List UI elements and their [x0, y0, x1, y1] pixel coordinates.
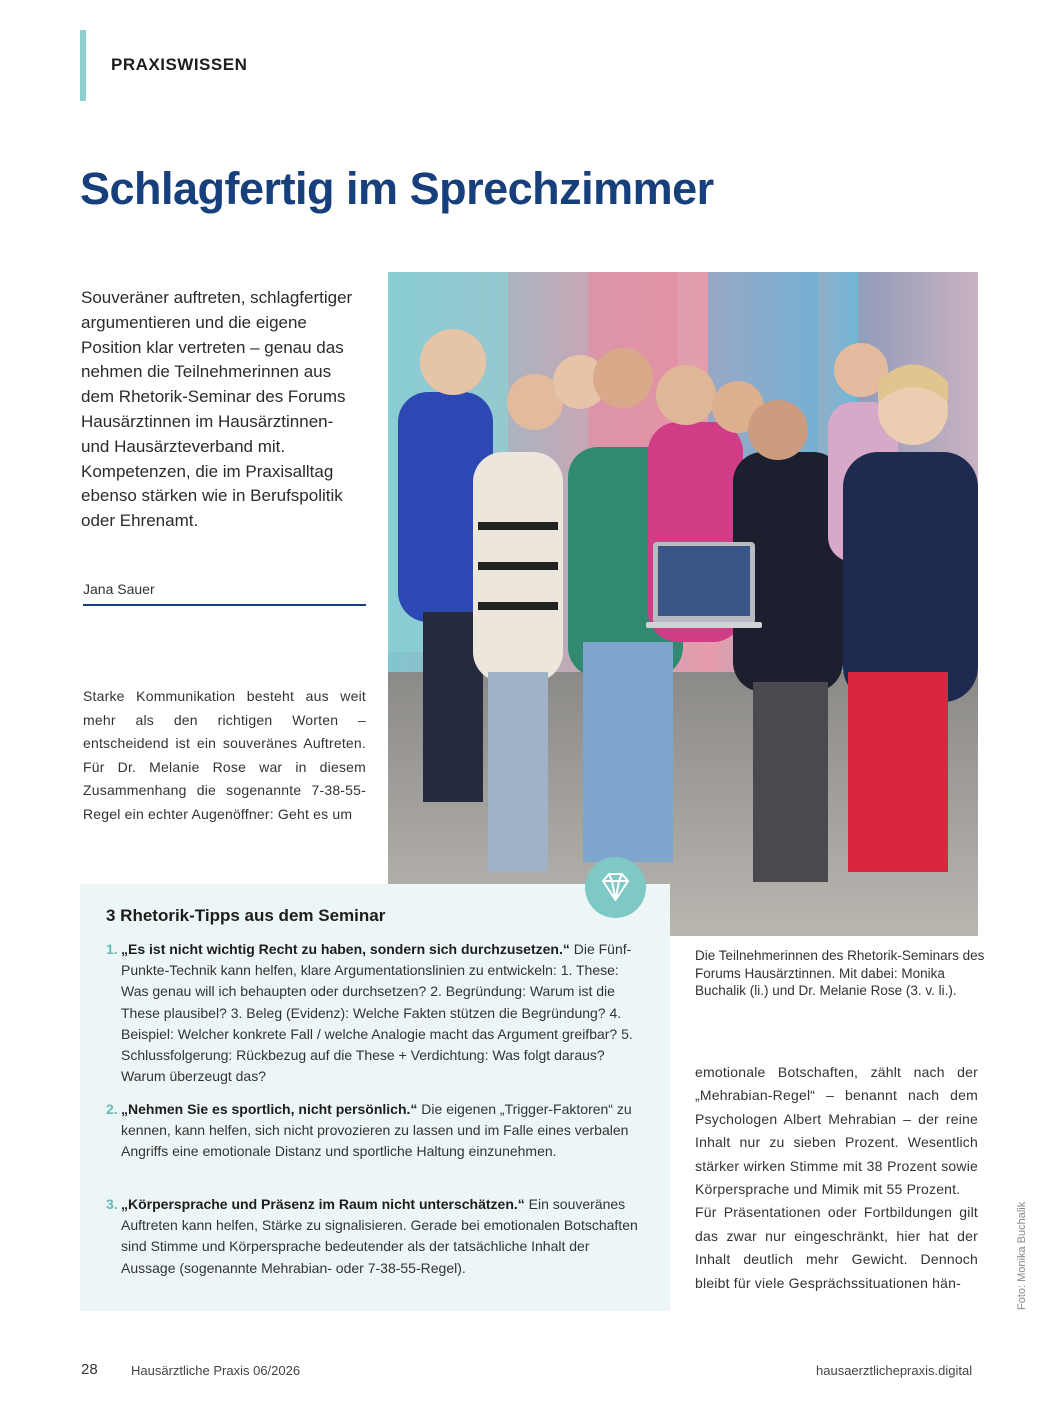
body-paragraph: Für Präsentationen oder Fortbildungen gilt das zwar nur eingeschränkt, hier hat der Inhalt deutlich mehr Gewicht. Dennoch bleibt für viele Gesprächssituationen hän-	[695, 1204, 978, 1291]
tip-item	[106, 939, 641, 1087]
journal-name: Hausärztliche Praxis 06/2026	[131, 1363, 301, 1378]
tip-headline: „Körpersprache und Präsenz im Raum nicht unterschätzen.“	[121, 1196, 525, 1212]
website-link[interactable]: hausaerztlichepraxis.digital	[816, 1363, 973, 1378]
tip-text: Die eigenen „Trigger-Faktoren“ zu kennen, kann helfen, sich nicht provozieren zu lassen und im Falle eines verbalen Angriffs eine emotionale Distanz und sportliche Haltung einzunehmen.	[121, 1101, 632, 1160]
tip-number: 3.	[106, 1196, 118, 1212]
body-text-column-1: Starke Kommunikation besteht aus weit mehr als den richtigen Worten – entscheidend ist ein souveränes Auftreten. Für Dr. Melanie Rose war in diesem Zusammenhang die sogenannte 7-38-55-Regel ein echter Augenöffner: Geht es um	[83, 688, 366, 822]
tip-headline: „Nehmen Sie es sportlich, nicht persönlich.“	[121, 1101, 418, 1117]
photo-caption: Die Teilnehmerinnen des Rhetorik-Seminars des Forums Hausärztinnen. Mit dabei: Monika Buchalik (li.) und Dr. Melanie Rose (3. v. li.).	[695, 948, 985, 998]
tip-text: Ein souveränes Auftreten kann helfen, Stärke zu signalisieren. Gerade bei emotionalen Botschaften sind Stimme und Körpersprache bedeutender als der tatsächliche Inhalt der Aussage (sogenannte Mehrabian- oder 7-38-55-Regel).	[121, 1196, 638, 1276]
body-text-column-2	[695, 1061, 978, 1295]
body-paragraph: emotionale Botschaften, zählt nach der „Mehrabian-Regel“ – benannt nach dem Psychologen Albert Mehrabian – der reine Inhalt nur zu sieben Prozent. Wesentlich stärker wirken Stimme mit 38 Prozent sowie Körpersprache und Mimik mit 55 Prozent.	[695, 1064, 978, 1198]
tip-text: Die Fünf-Punkte-Technik kann helfen, klare Argumentationslinien zu entwickeln: 1. These: Was genau will ich behaupten oder durchsetzen? 2. Begründung: Warum ist die These plausibel? 3. Beleg (Evidenz): Welche Fakten stützen die Begründung? 4. Beispiel: Welcher konkrete Fall / welche Analogie macht das Argument greifbar? 5. Schlussfolgerung: Rückbezug auf die These + Verdichtung: Was folgt daraus? Warum überzeugt das?	[121, 941, 633, 1085]
article-lead: Souveräner auftreten, schlagfertiger argumentieren und die eigene Position klar vertreten – genau das nehmen die Teilnehmerinnen aus dem Rhetorik-Seminar des Forums Hausärztinnen im Hausärztinnen- und Hausärzteverband mit. Kompetenzen, die im Praxisalltag ebenso stärken wie in Berufspolitik oder Ehrenamt.	[81, 288, 353, 531]
tip-number: 2.	[106, 1101, 118, 1117]
group-photo	[388, 272, 978, 936]
tips-box-title: 3 Rhetorik-Tipps aus dem Seminar	[106, 906, 386, 925]
tip-headline: „Es ist nicht wichtig Recht zu haben, sondern sich durchzusetzen.“	[121, 941, 570, 957]
article-title: Schlagfertig im Sprechzimmer	[80, 163, 714, 214]
tip-item	[106, 1099, 641, 1163]
diamond-icon	[585, 857, 646, 918]
page-number: 28	[81, 1361, 98, 1378]
author-divider	[83, 604, 366, 606]
author-name: Jana Sauer	[83, 581, 155, 597]
tip-number: 1.	[106, 941, 118, 957]
section-accent-bar	[80, 30, 86, 101]
section-label: PRAXISWISSEN	[111, 55, 248, 74]
tip-item	[106, 1194, 641, 1279]
photo-credit: Foto: Monika Buchalik	[1016, 1201, 1028, 1310]
